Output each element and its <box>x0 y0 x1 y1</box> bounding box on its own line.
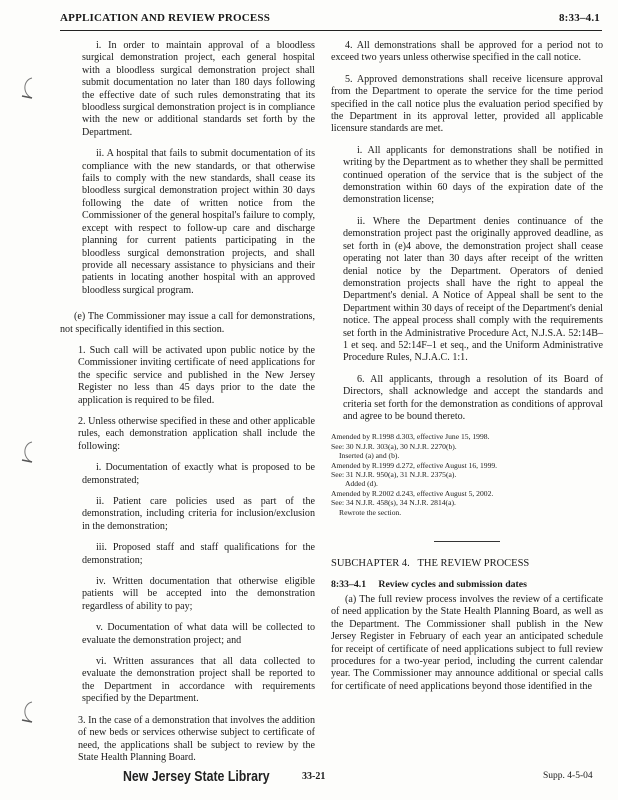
paragraph-e5-ii: ii. Where the Department denies continuance of the demonstration project past the originally approved deadline, as set forth in (e)4 above, the demonstration project shall cease operating not later than 30 days after receipt of the written denial notice by the Department. Operators of denied demonstration projects shall have the right to appeal the Department's denial. A Notice of Appeal shall be sent to the Department within 30 days of receipt of the Department's denial notice. The appeal process shall comply with the requirements set forth in the Administrative Procedure Act, N.J.S.A. 52:14B–1 et seq. and 52:14F–1 et seq., and the Uniform Administrative Procedure Rules, N.J.A.C. 1:1. <box>343 215 603 364</box>
history-line: Rewrote the section. <box>339 507 402 517</box>
history-line: Inserted (a) and (b). <box>339 451 400 461</box>
paragraph-d2-ii: ii. A hospital that fails to submit documentation of its compliance with the new standards, or that otherwise fails to comply with the new standards, shall cease its bloodless surgical demonstration project within 30 days following the date of written notice from the Commissioner of the general hospital's failure to comply, except with respect to follow-up care and discharge planning for current patients participating in the bloodless surgical demonstration projects, and shall provide all necessary assistance to physicians and their patients in locating another hospital with an approved bloodless surgical program. <box>82 148 315 296</box>
right-column <box>331 40 603 702</box>
history-line: See: 34 N.J.R. 458(s), 34 N.J.R. 2814(a). <box>331 498 456 508</box>
paragraph-e6: 6. All applicants, through a resolution of its Board of Directors, shall acknowledge and accept the standards and criteria set forth for the demonstration as conditions of approval and agree to be bound thereto. <box>343 373 603 422</box>
running-header <box>60 12 600 28</box>
binder-hole-mark <box>20 76 34 100</box>
paragraph-e2-iv: iv. Written documentation that otherwise eligible patients will be accepted into the demonstration regardless of ability to pay; <box>82 576 315 612</box>
paragraph-e2-iii: iii. Proposed staff and staff qualifications for the demonstration; <box>82 542 315 566</box>
section-heading <box>331 579 603 590</box>
binder-hole-mark <box>20 700 34 724</box>
paragraph-d2-i: i. In order to maintain approval of a bloodless surgical demonstration project, each general hospital with a bloodless surgical demonstration project shall submit documentation no later than 180 days following the effective date of such rules demonstrating that its bloodless surgical demonstration project is in compliance with the new or additional standards set forth by the Department. <box>82 40 315 138</box>
paragraph-e5: 5. Approved demonstrations shall receive licensure approval from the Department to operate the service for the time period specified in the call notice plus the evaluation period specified by the Department in its approval letter, provided all applicable licensure standards are met. <box>331 73 603 135</box>
subchapter-heading: SUBCHAPTER 4. THE REVIEW PROCESS <box>331 558 530 570</box>
history-line: Amended by R.1998 d.303, effective June 15, 1998. <box>331 432 490 442</box>
paragraph-e4: 4. All demonstrations shall be approved for a period not to exceed two years unless otherwise specified in the call notice. <box>331 40 603 64</box>
paragraph-4-1-a: (a) The full review process involves the review of a certificate of need application by the State Health Planning Board, as well as the Department. The Commissioner shall publish in the New Jersey Register in February of each year an anticipated schedule for receipt of certificate of need applications subject to full review procedures for a two-year period, including the current calendar year. The Commissioner may announce additional or special calls for certificate of need applications beyond those identified in the <box>331 594 603 692</box>
history-line: Added (d). <box>345 479 378 489</box>
paragraph-e2-vi: vi. Written assurances that all data collected to evaluate the demonstration project shall be reported to the Department in accordance with requirements specified by the Department. <box>82 656 315 705</box>
section-number: 8:33–4.1 <box>331 579 367 591</box>
section-divider <box>434 541 500 542</box>
header-rule <box>60 30 602 31</box>
binder-hole-mark <box>20 440 34 464</box>
history-line: Amended by R.1999 d.272, effective August 16, 1999. <box>331 460 498 470</box>
page-number: 33-21 <box>302 771 326 782</box>
paragraph-e3: 3. In the case of a demonstration that involves the addition of new beds or services otherwise subject to certificate of need, the applications shall be subject to review by the State Health Planning Board. <box>78 714 315 763</box>
paragraph-e2-i: i. Documentation of exactly what is proposed to be demonstrated; <box>82 462 315 486</box>
paragraph-e: (e) The Commissioner may issue a call for demonstrations, not specifically identified in this section. <box>60 311 315 335</box>
left-column <box>60 40 315 773</box>
history-line: See: 31 N.J.R. 950(a), 31 N.J.R. 2375(a). <box>331 470 457 479</box>
header-title: APPLICATION AND REVIEW PROCESS <box>60 12 271 24</box>
paragraph-e1: 1. Such call will be activated upon public notice by the Commissioner inviting certificate of need applications for the specific service and published in the New Jersey Register no less than 45 days prior to the date the application is required to be filed. <box>78 344 315 406</box>
history-line: Amended by R.2002 d.243, effective August 5, 2002. <box>331 488 494 498</box>
paragraph-e5-i: i. All applicants for demonstrations shall be notified in writing by the Department as to whether they shall be permitted continued operation of the service that is the subject of the demonstration within 60 days of the expiration date of the demonstration license; <box>343 144 603 206</box>
library-stamp: New Jersey State Library <box>123 769 270 785</box>
paragraph-e2-ii: ii. Patient care policies used as part of the demonstration, including criteria for inclusion/exclusion in the demonstration; <box>82 496 315 532</box>
header-section-number: 8:33–4.1 <box>558 12 600 24</box>
section-title: Review cycles and submission dates <box>378 579 527 591</box>
paragraph-e2-v: v. Documentation of what data will be collected to evaluate the demonstration project; and <box>82 622 315 646</box>
paragraph-e2: 2. Unless otherwise specified in these and other applicable rules, each demonstration application shall include the following: <box>78 415 315 452</box>
history-notes <box>331 432 603 517</box>
history-line: See: 30 N.J.R. 303(a), 30 N.J.R. 2270(b). <box>331 441 457 451</box>
supplement-date: Supp. 4-5-04 <box>543 771 593 781</box>
